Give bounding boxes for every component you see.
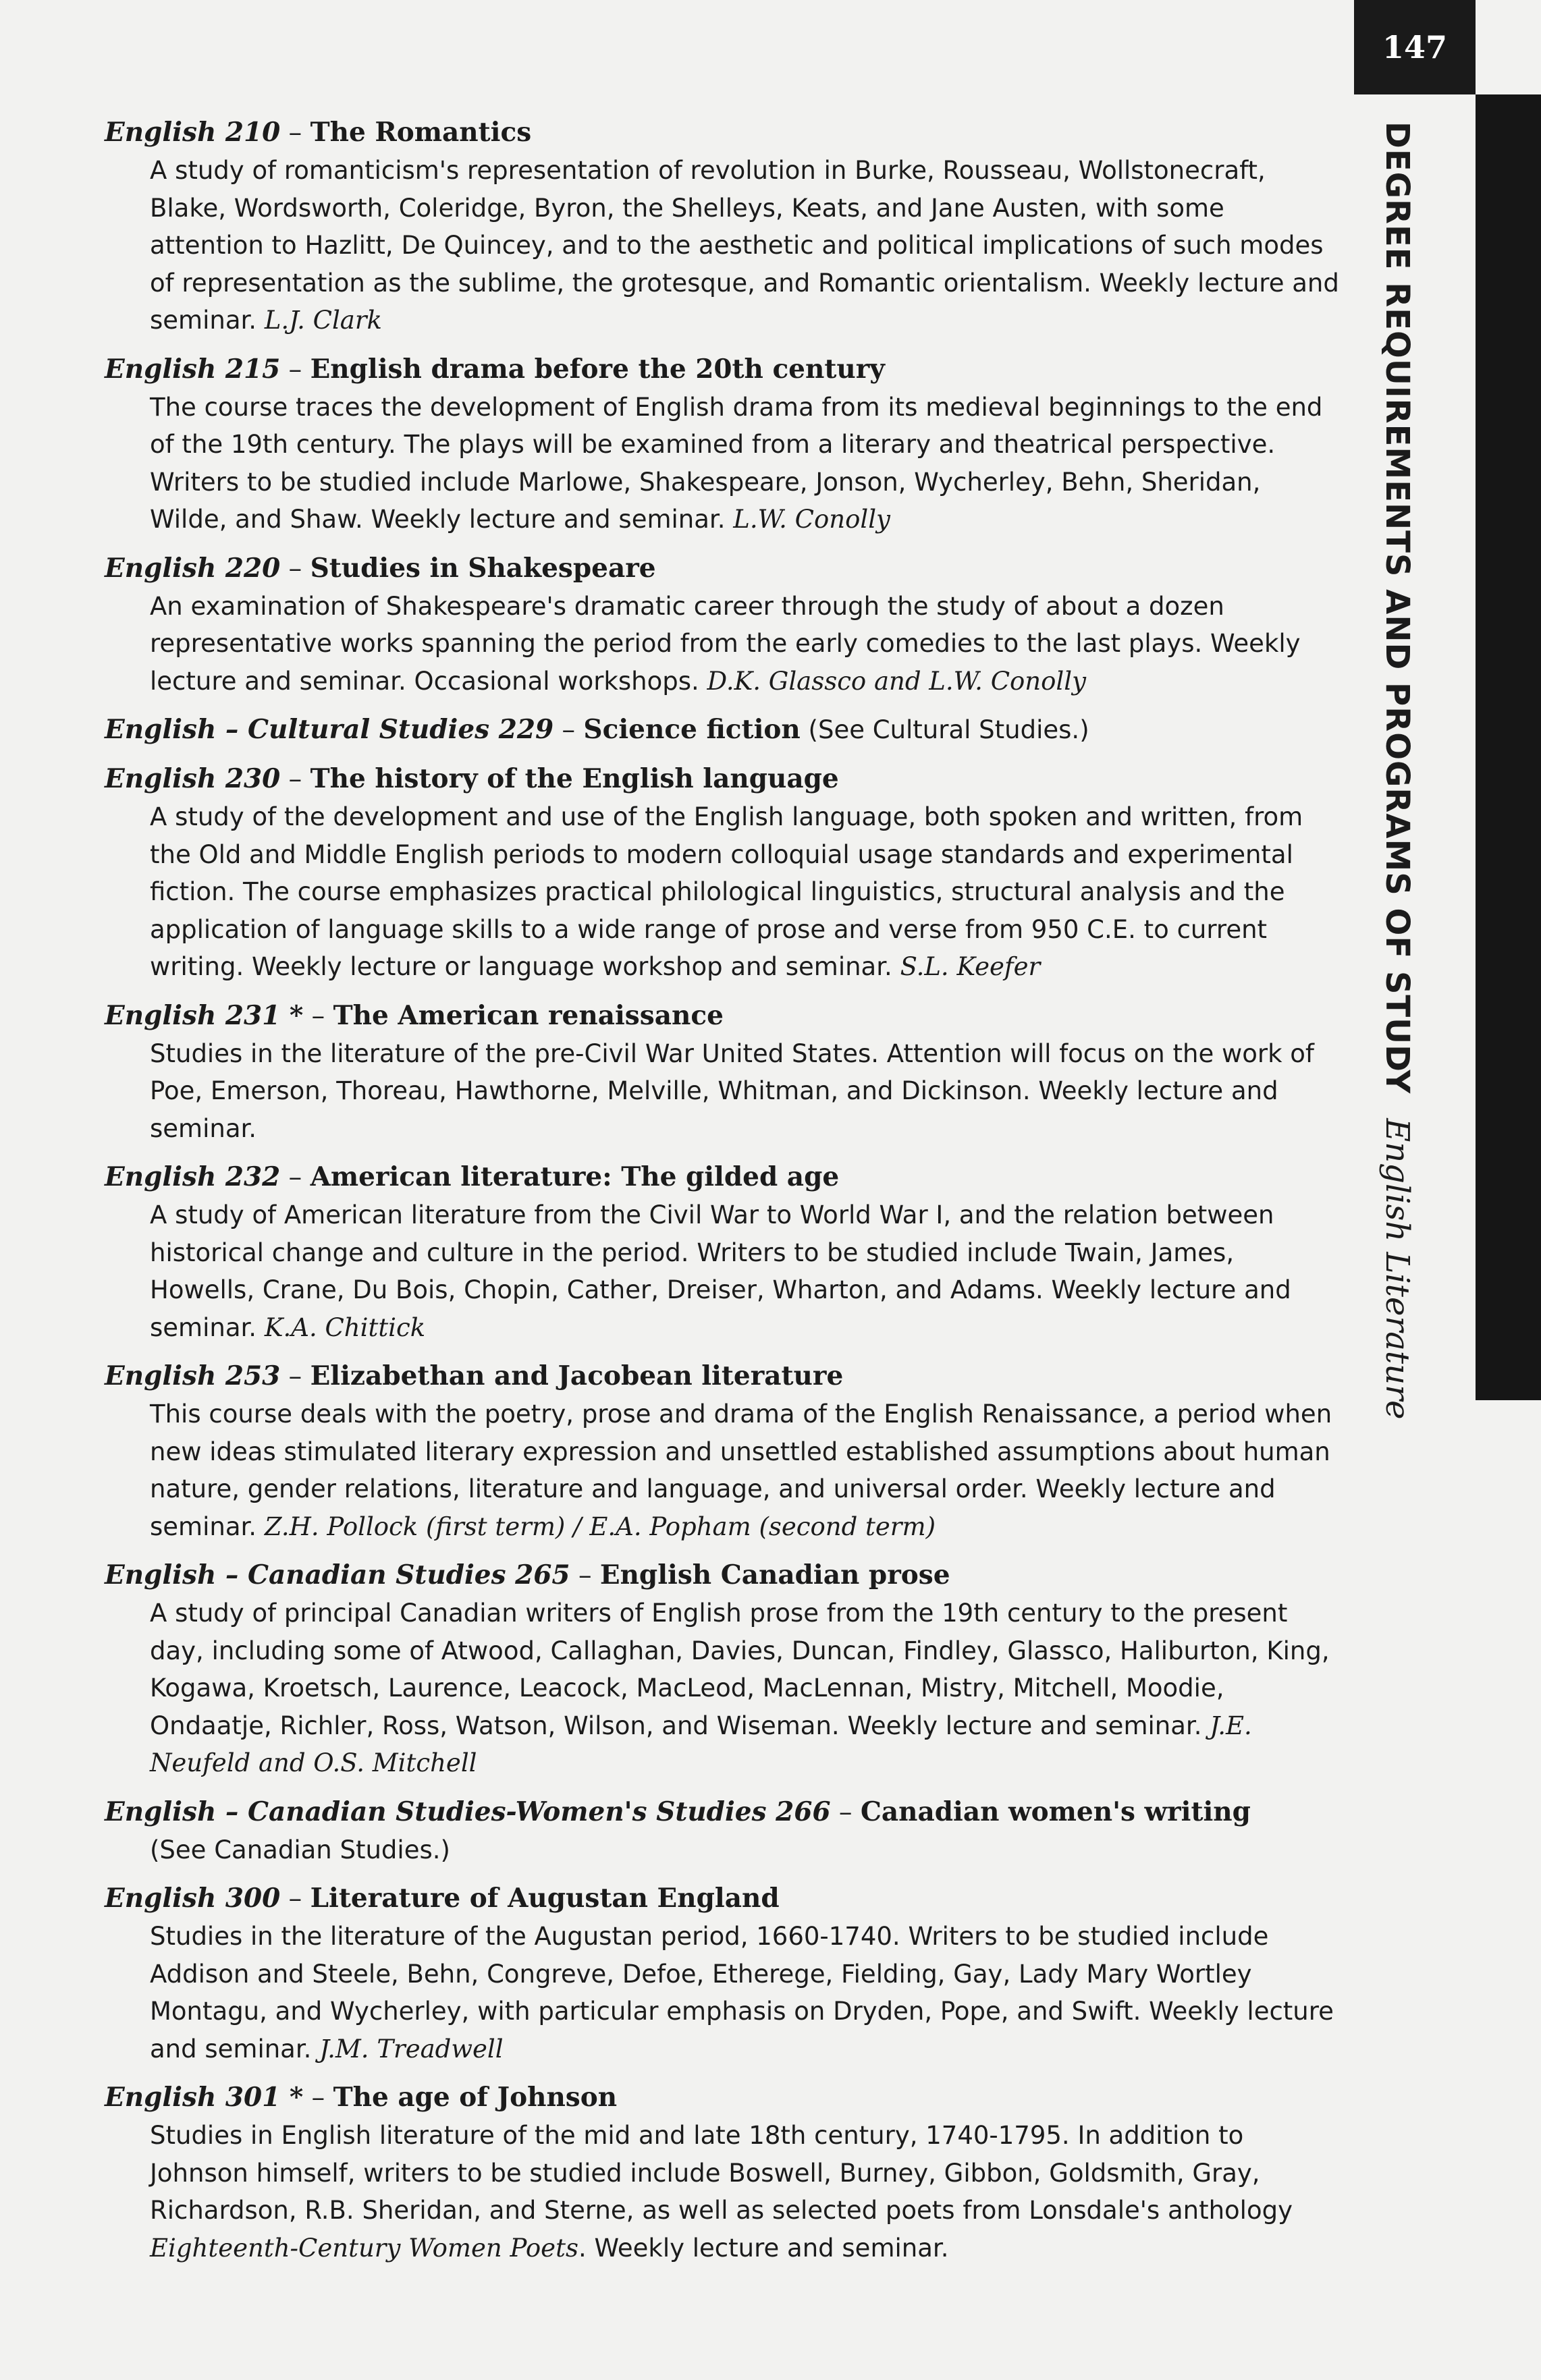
course-description <box>150 1035 1340 1148</box>
heading-separator: – <box>303 1000 333 1031</box>
side-tab-band <box>1476 94 1541 1400</box>
course-name: American literature: The gilded age <box>310 1161 840 1192</box>
course-name: The history of the English language <box>310 763 839 794</box>
instructor-or-title: Eighteenth-Century Women Poets <box>150 2233 578 2263</box>
heading-separator: – <box>280 117 310 148</box>
description-text: A study of the development and use of the English language, both spoken and written, from the Old and Middle English periods to modern colloquial usage standards and experimental fiction. The course emphasizes practical philological linguistics, structural analysis and the application of language skills to a wide range of prose and verse from 950 C.E. to current writing. Weekly lecture or language workshop and seminar. <box>150 802 1303 981</box>
course-entry <box>105 549 1340 700</box>
course-crossref-note: (See Cultural Studies.) <box>800 715 1089 744</box>
course-name: Studies in Shakespeare <box>310 552 656 584</box>
heading-separator: – <box>553 715 584 745</box>
course-name: Elizabethan and Jacobean literature <box>310 1360 844 1391</box>
description-text: A study of romanticism's representation of revolution in Burke, Rousseau, Wollstonecraft, Blake, Wordsworth, Coleridge, Byron, the Shelleys, Keats, and Jane Austen, with some attention to Hazlitt, De Quincey, and to the aesthetic and political implications of such modes of representation as the sublime, the grotesque, and Romantic orientalism. Weekly lecture and seminar. <box>150 156 1339 335</box>
course-description <box>150 798 1340 986</box>
course-heading <box>105 1879 1340 1918</box>
course-heading <box>105 113 1340 152</box>
course-name: The Romantics <box>310 117 532 148</box>
description-text: (See Canadian Studies.) <box>150 1835 450 1864</box>
course-code: English 301 * <box>105 2082 304 2113</box>
course-description <box>150 1395 1340 1545</box>
course-name: Literature of Augustan England <box>310 1883 780 1914</box>
course-entry <box>105 1158 1340 1346</box>
course-entry <box>105 711 1340 749</box>
course-heading <box>105 997 1340 1035</box>
section-title: DEGREE REQUIREMENTS AND PROGRAMS OF STUDY <box>1378 121 1416 1095</box>
course-code: English – Cultural Studies 229 <box>105 714 554 745</box>
course-heading <box>105 1793 1340 1831</box>
course-name: The American renaissance <box>333 999 724 1031</box>
description-text: Studies in English literature of the mid and late 18th century, 1740-1795. In addition to Johnson himself, writers to be studied include Boswell, Burney, Gibbon, Goldsmith, Gray, Richardson, R.B. Sheridan, and Sterne, as well as selected poets from Lonsdale's anthology <box>150 2121 1293 2225</box>
course-heading <box>105 1357 1340 1395</box>
course-description <box>150 1595 1340 1782</box>
instructor-or-title: D.K. Glassco and L.W. Conolly <box>707 666 1086 696</box>
course-description <box>150 1196 1340 1346</box>
course-description <box>150 389 1340 538</box>
course-code: English 231 * <box>105 999 304 1031</box>
instructor-or-title: K.A. Chittick <box>264 1312 426 1342</box>
course-name: The age of Johnson <box>333 2082 618 2113</box>
course-entry <box>105 2078 1340 2267</box>
heading-separator: – <box>303 2082 333 2113</box>
instructor-or-title: J.E. Neufeld and O.S. Mitchell <box>150 1711 1252 1777</box>
course-description <box>150 1831 1340 1869</box>
description-text: The course traces the development of English drama from its medieval beginnings to the end of the 19th century. The plays will be examined from a literary and theatrical perspective. Writers to be studied include Marlowe, Shakespeare, Jonson, Wycherley, Behn, Sheridan, Wilde, and Shaw. Weekly lecture and seminar. <box>150 392 1323 534</box>
course-code: English – Canadian Studies 265 <box>105 1559 570 1590</box>
course-entry <box>105 1556 1340 1782</box>
course-name: Science fiction <box>583 714 801 745</box>
course-entry <box>105 113 1340 339</box>
instructor-or-title: S.L. Keefer <box>900 952 1041 981</box>
heading-separator: – <box>280 1361 310 1391</box>
course-entry <box>105 1793 1340 1869</box>
course-heading <box>105 549 1340 588</box>
page-number: 147 <box>1354 0 1476 94</box>
course-description <box>150 2117 1340 2267</box>
course-entry <box>105 1357 1340 1545</box>
course-heading <box>105 350 1340 389</box>
course-code: English 230 <box>105 763 281 794</box>
instructor-or-title: L.W. Conolly <box>733 505 890 534</box>
course-name: English Canadian prose <box>599 1559 950 1590</box>
instructor-or-title: L.J. Clark <box>264 306 382 335</box>
course-heading <box>105 1556 1340 1595</box>
subsection-title: English Literature <box>1378 1118 1416 1420</box>
heading-separator: – <box>280 354 310 385</box>
course-heading <box>105 2078 1340 2117</box>
course-list <box>105 113 1340 2277</box>
course-description <box>150 588 1340 700</box>
heading-separator: – <box>280 1162 310 1192</box>
course-entry <box>105 997 1340 1148</box>
course-entry <box>105 350 1340 538</box>
description-text: A study of principal Canadian writers of English prose from the 19th century to the present day, including some of Atwood, Callaghan, Davies, Duncan, Findley, Glassco, Haliburton, King, Kogawa, Kroetsch, Laurence, Leacock, MacLeod, MacLennan, Mistry, Mitchell, Moodie, Ondaatje, Richler, Ross, Watson, Wilson, and Wiseman. Weekly lecture and seminar. <box>150 1599 1330 1740</box>
course-heading <box>105 1158 1340 1196</box>
description-text: This course deals with the poetry, prose and drama of the English Renaissance, a period when new ideas stimulated literary expression and unsettled established assumptions about human nature, gender relations, literature and language, and universal order. Weekly lecture and seminar. <box>150 1400 1332 1541</box>
course-name: English drama before the 20th century <box>310 353 885 385</box>
course-heading <box>105 760 1340 798</box>
description-text: A study of American literature from the Civil War to World War I, and the relation between historical change and culture in the period. Writers to be studied include Twain, James, Howells, Crane, Du Bois, Chopin, Cather, Dreiser, Wharton, and Adams. Weekly lecture and seminar. <box>150 1200 1291 1342</box>
heading-separator: – <box>280 553 310 584</box>
instructor-or-title: J.M. Treadwell <box>319 2034 504 2064</box>
course-code: English 300 <box>105 1883 281 1914</box>
description-text: . Weekly lecture and seminar. <box>578 2233 949 2263</box>
course-entry <box>105 1879 1340 2068</box>
course-entry <box>105 760 1340 986</box>
description-text: Studies in the literature of the Augustan period, 1660-1740. Writers to be studied include Addison and Steele, Behn, Congreve, Defoe, Etherege, Fielding, Gay, Lady Mary Wortley Montagu, and Wycherley, with particular emphasis on Dryden, Pope, and Swift. Weekly lecture and seminar. <box>150 1922 1334 2064</box>
description-text: Studies in the literature of the pre-Civil War United States. Attention will focus on the work of Poe, Emerson, Thoreau, Hawthorne, Melville, Whitman, and Dickinson. Weekly lecture and seminar. <box>150 1039 1314 1143</box>
heading-separator: – <box>280 1883 310 1914</box>
course-description <box>150 1918 1340 2068</box>
course-code: English 215 <box>105 353 281 385</box>
course-name: Canadian women's writing <box>860 1796 1251 1827</box>
heading-separator: – <box>280 764 310 794</box>
course-code: English 220 <box>105 552 281 584</box>
heading-separator: – <box>570 1560 600 1590</box>
course-code: English 232 <box>105 1161 281 1192</box>
course-heading <box>105 711 1340 749</box>
description-text: An examination of Shakespeare's dramatic career through the study of about a dozen representative works spanning the period from the early comedies to the last plays. Weekly lecture and seminar. Occasional workshops. <box>150 591 1301 696</box>
instructor-or-title: Z.H. Pollock (first term) / E.A. Popham (second term) <box>264 1512 936 1541</box>
course-code: English – Canadian Studies-Women's Studies 266 <box>105 1796 831 1827</box>
course-description <box>150 152 1340 339</box>
course-code: English 253 <box>105 1360 281 1391</box>
course-code: English 210 <box>105 117 281 148</box>
heading-separator: – <box>830 1796 861 1827</box>
